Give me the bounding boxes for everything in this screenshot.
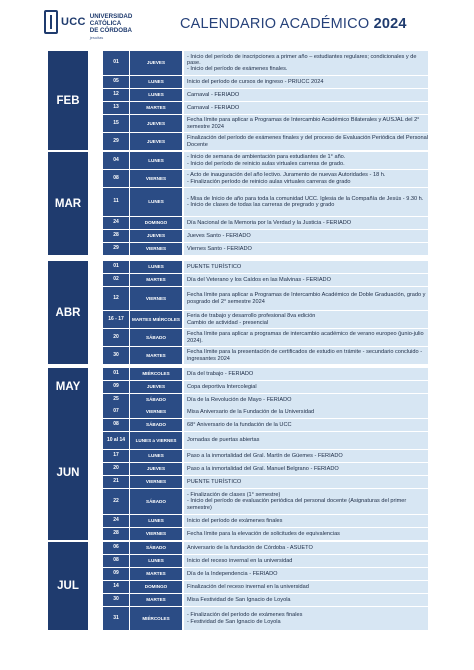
event-description: - Finalización de clases (1° semestre) - Inicio del período de evaluación periódica del personal docente (Asignaturas del primer semestre): [184, 489, 428, 514]
weekday-cell: LUNES: [130, 152, 182, 169]
logo-text: [90, 13, 133, 41]
weekday-cell: JUEVES: [130, 133, 182, 150]
event-description: Carnaval - FERIADO: [184, 102, 428, 114]
month-label: JUN: [56, 467, 80, 479]
day-cell: 20: [103, 329, 129, 346]
weekday-cell: DOMINGO: [130, 581, 182, 593]
day-cell: 31: [103, 607, 129, 630]
day-cell: 08: [103, 419, 129, 431]
weekday-cell: JUEVES: [130, 463, 182, 475]
month-may: [48, 368, 88, 406]
day-cell: 24: [103, 217, 129, 229]
day-cell: 01: [103, 51, 129, 75]
day-cell: 08: [103, 170, 129, 187]
event-description: Día del Veterano y los Caídos en las Malvinas - FERIADO: [184, 274, 428, 286]
day-cell: 21: [103, 476, 129, 488]
day-cell: 12: [103, 287, 129, 310]
day-cell: 02: [103, 274, 129, 286]
month-label: MAR: [54, 197, 82, 210]
month-label: JUL: [57, 580, 79, 592]
month-abr: [48, 261, 88, 364]
month-jun: [48, 406, 88, 540]
weekday-cell: DOMINGO: [130, 217, 182, 229]
event-description: Día del trabajo - FERIADO: [184, 368, 428, 380]
event-description: 68° Aniversario de la fundación de la UCC: [184, 419, 428, 431]
day-cell: 17: [103, 450, 129, 462]
event-description: Inicio del receso invernal en la universidad: [184, 555, 428, 567]
weekday-cell: LUNES: [130, 450, 182, 462]
day-cell: 15: [103, 115, 129, 132]
event-description: Jueves Santo - FERIADO: [184, 230, 428, 242]
day-cell: 16 - 17: [103, 311, 129, 328]
weekday-cell: LUNES a VIERNES: [130, 432, 182, 449]
event-description: Fecha límite para aplicar a Programas de Intercambio Académico Bilaterales y AUSJAL del 2° semestre 2024: [184, 115, 428, 132]
weekday-cell: LUNES: [130, 188, 182, 216]
weekday-cell: VIERNES: [130, 406, 182, 418]
day-cell: 29: [103, 243, 129, 255]
day-cell: 08: [103, 555, 129, 567]
page-title: [180, 16, 407, 32]
weekday-cell: MIÉRCOLES: [130, 368, 182, 380]
weekday-cell: SÁBADO: [130, 419, 182, 431]
day-cell: 11: [103, 188, 129, 216]
day-cell: 07: [103, 406, 129, 418]
event-description: Finalización del período de exámenes finales y del proceso de Evaluación Periódica del Personal Docente: [184, 133, 428, 150]
event-description: - Inicio del período de inscripciones a primer año – estudiantes regulares; condicionales y de pase. - Inicio del período de exámenes finales.: [184, 51, 428, 75]
day-cell: 22: [103, 489, 129, 514]
event-description: Fecha límite para la elevación de solicitudes de equivalencias: [184, 528, 428, 540]
month-label: MAY: [55, 381, 81, 393]
event-description: Misa Festividad de San Ignacio de Loyola: [184, 594, 428, 606]
event-description: Jornadas de puertas abiertas: [184, 432, 428, 449]
logo-abbr: UCC: [61, 16, 86, 28]
ucc-logo-icon: [44, 10, 58, 34]
event-description: Copa deportiva Intercolegial: [184, 381, 428, 393]
weekday-cell: VIERNES: [130, 287, 182, 310]
weekday-cell: LUNES: [130, 515, 182, 527]
event-description: Inicio del período de cursos de ingreso - PRIUCC 2024: [184, 76, 428, 88]
event-description: Misa Aniversario de la Fundación de la Universidad: [184, 406, 428, 418]
day-cell: 09: [103, 568, 129, 580]
day-cell: 25: [103, 394, 129, 406]
day-cell: 10 al 14: [103, 432, 129, 449]
day-cell: 29: [103, 133, 129, 150]
event-description: Viernes Santo - FERIADO: [184, 243, 428, 255]
event-description: Finalización del receso invernal en la universidad: [184, 581, 428, 593]
title-year: 2024: [373, 16, 407, 32]
weekday-cell: JUEVES: [130, 51, 182, 75]
weekday-cell: JUEVES: [130, 381, 182, 393]
day-cell: 20: [103, 463, 129, 475]
weekday-cell: LUNES: [130, 261, 182, 273]
event-description: Día de la Revolución de Mayo - FERIADO: [184, 394, 428, 406]
weekday-cell: SÁBADO: [130, 489, 182, 514]
weekday-cell: MARTES: [130, 568, 182, 580]
day-cell: 30: [103, 594, 129, 606]
event-description: Fecha límite para aplicar a programas de intercambio académico de verano europeo (junio-julio 2024).: [184, 329, 428, 346]
weekday-cell: JUEVES: [130, 230, 182, 242]
weekday-cell: SÁBADO: [130, 329, 182, 346]
weekday-cell: MARTES: [130, 594, 182, 606]
event-description: Paso a la inmortalidad del Gral. Martín de Güemes - FERIADO: [184, 450, 428, 462]
event-description: - Misa de Inicio de año para toda la comunidad UCC. Iglesia de la Compañía de Jesús - 9.30 h. - Inicio de clases de todas las carreras de pregrado y grado: [184, 188, 428, 216]
weekday-cell: MARTES: [130, 102, 182, 114]
event-description: Fecha límite para la presentación de certificados de estudio en trámite - secundario concluido - ingresantes 2024: [184, 347, 428, 364]
weekday-cell: LUNES: [130, 555, 182, 567]
weekday-cell: VIERNES: [130, 170, 182, 187]
day-cell: 30: [103, 347, 129, 364]
event-description: Fecha límite para aplicar a Programas de Intercambio Académico de Doble Graduación, grado y posgrado del 2° semestre 2024: [184, 287, 428, 310]
day-cell: 06: [103, 542, 129, 554]
logo-line1: UNIVERSIDAD: [89, 13, 133, 20]
title-text: CALENDARIO ACADÉMICO: [180, 16, 370, 32]
day-cell: 01: [103, 261, 129, 273]
event-description: Feria de trabajo y desarrollo profesional 8va edición Cambio de actividad - presencial: [184, 311, 428, 328]
day-cell: 14: [103, 581, 129, 593]
day-cell: 09: [103, 381, 129, 393]
day-cell: 13: [103, 102, 129, 114]
event-description: Aniversario de la fundación de Córdoba - ASUETO: [184, 542, 428, 554]
day-cell: 28: [103, 528, 129, 540]
ucc-logo: [44, 10, 132, 41]
weekday-cell: MARTES MIÉRCOLES: [130, 311, 182, 328]
day-cell: 24: [103, 515, 129, 527]
event-description: Inicio del período de exámenes finales: [184, 515, 428, 527]
weekday-cell: VIERNES: [130, 243, 182, 255]
weekday-cell: LUNES: [130, 76, 182, 88]
day-cell: 01: [103, 368, 129, 380]
day-cell: 12: [103, 89, 129, 101]
event-description: - Acto de inauguración del año lectivo. Juramento de nuevas Autoridades - 18 h. - Finalización período de reinicio aulas virtuales carreras de grado: [184, 170, 428, 187]
weekday-cell: LUNES: [130, 89, 182, 101]
weekday-cell: MARTES: [130, 347, 182, 364]
weekday-cell: MARTES: [130, 274, 182, 286]
month-label: ABR: [55, 306, 81, 319]
weekday-cell: SÁBADO: [130, 394, 182, 406]
event-description: Día de la Independencia - FERIADO: [184, 568, 428, 580]
event-description: PUENTE TURÍSTICO: [184, 261, 428, 273]
event-description: - Inicio de semana de ambientación para estudiantes de 1° año. - Inicio del período de reinicio aulas virtuales carreras de grado.: [184, 152, 428, 169]
weekday-cell: MIÉRCOLES: [130, 607, 182, 630]
logo-line4: jesuitas: [89, 35, 104, 40]
event-description: Paso a la inmortalidad del Gral. Manuel Belgrano - FERIADO: [184, 463, 428, 475]
weekday-cell: SÁBADO: [130, 542, 182, 554]
day-cell: 28: [103, 230, 129, 242]
logo-line2: CATÓLICA: [89, 20, 122, 27]
day-cell: 04: [103, 152, 129, 169]
event-description: PUENTE TURÍSTICO: [184, 476, 428, 488]
logo-line3: DE CÓRDOBA: [89, 27, 133, 34]
event-description: - Finalización del período de exámenes finales - Festividad de San Ignacio de Loyola: [184, 607, 428, 630]
weekday-cell: JUEVES: [130, 115, 182, 132]
header: [0, 0, 474, 44]
day-cell: 05: [103, 76, 129, 88]
month-feb: [48, 51, 88, 150]
weekday-cell: VIERNES: [130, 476, 182, 488]
weekday-cell: VIERNES: [130, 528, 182, 540]
event-description: Carnaval - FERIADO: [184, 89, 428, 101]
event-description: Día Nacional de la Memoria por la Verdad y la Justicia - FERIADO: [184, 217, 428, 229]
month-label: FEB: [56, 94, 80, 107]
month-mar: [48, 152, 88, 255]
month-jul: [48, 542, 88, 630]
